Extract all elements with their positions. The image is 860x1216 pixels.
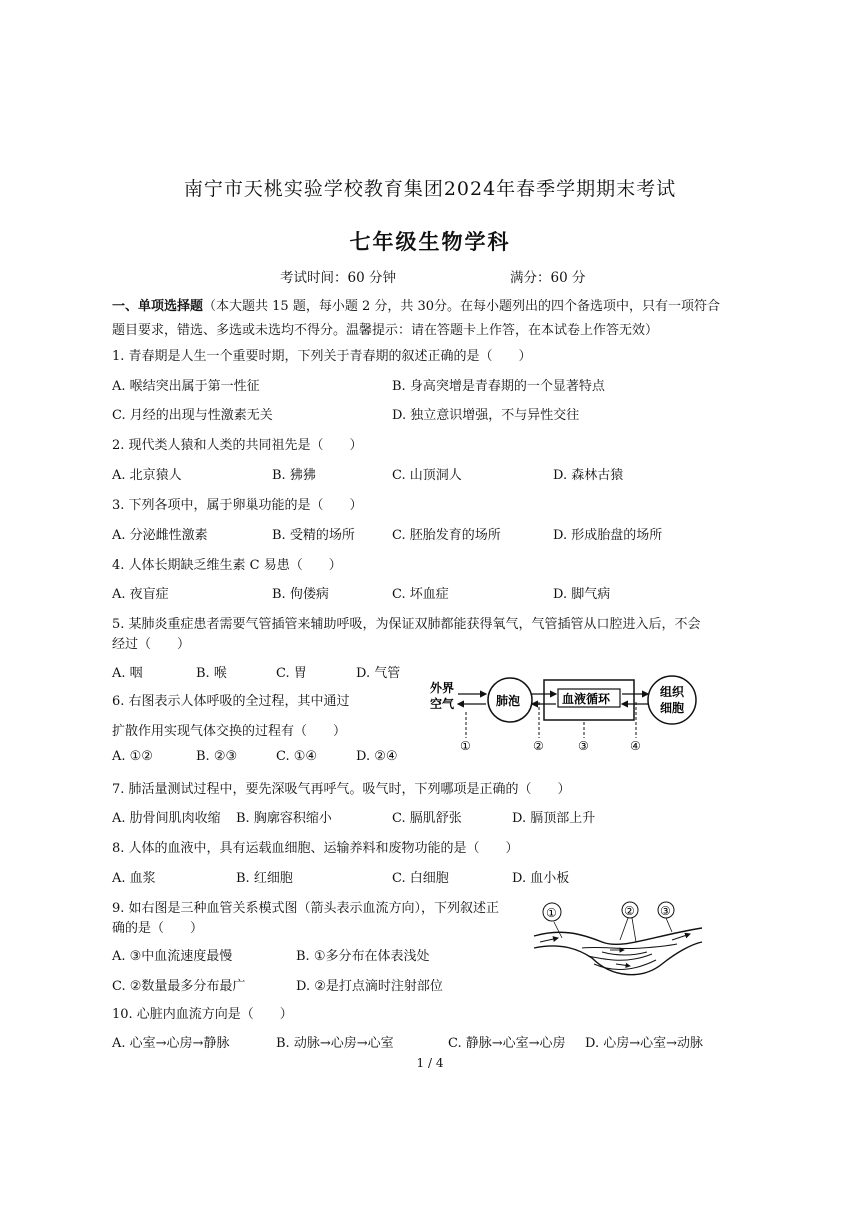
q9-option-a: A. ③中血流速度最慢 [112,949,233,964]
q4-option-c: C. 坏血症 [392,587,449,602]
exam-time: 考试时间：60 分钟 [280,270,396,286]
exam-title: 南宁市天桃实验学校教育集团2024年春季学期期末考试 [183,178,677,200]
process-2-label: ② [533,739,544,753]
q3-option-b: B. 受精的场所 [272,528,355,543]
q5-option-a: A. 咽 [112,666,143,681]
q6-option-c: C. ①④ [276,749,318,764]
tissue-label-2: 细胞 [660,701,685,715]
q3-option-c: C. 胚胎发育的场所 [392,528,501,543]
question-1-stem: 1. 青春期是人生一个重要时期，下列关于青春期的叙述正确的是（ ） [112,349,532,364]
q4-option-a: A. 夜盲症 [112,587,169,602]
q6-option-b: B. ②③ [196,749,238,764]
q8-option-a: A. 血浆 [112,871,156,886]
q7-option-a: A. 肋骨间肌肉收缩 [112,811,221,826]
q9-option-d: D. ②是打点滴时注射部位 [296,979,443,994]
q8-option-d: D. 血小板 [512,871,570,886]
tissue-label-1: 组织 [660,685,685,699]
outside-air-label-2: 空气 [430,697,455,711]
q5-option-b: B. 喉 [196,666,227,681]
question-3-stem: 3. 下列各项中，属于卵巢功能的是（ ） [112,498,363,513]
blood-circulation-label: 血液循环 [562,692,611,706]
section-description: （本大题共 15 题，每小题 2 分，共 30分。在每小题列出的四个备选项中，只有一项符合题目要求，错选、多选或未选均不得分。温馨提示：请在答题卡上作答，在本试卷上作答无效） [112,299,721,338]
process-4-label: ④ [630,739,641,753]
blood-vessel-diagram [532,898,708,996]
vessel-1-label: ① [546,906,557,920]
q7-option-b: B. 胸廓容积缩小 [236,811,332,826]
q2-option-a: A. 北京猿人 [112,468,182,483]
question-9-stem-cont: 确的是（ ） [112,921,204,936]
process-1-label: ① [460,739,471,753]
q6-option-d: D. ②④ [356,749,398,764]
q3-option-a: A. 分泌雌性激素 [112,528,208,543]
outside-air-label-1: 外界 [430,681,455,695]
q8-option-c: C. 白细胞 [392,871,449,886]
q2-option-b: B. 狒狒 [272,468,316,483]
tissue-cells-circle [648,676,696,724]
q3-option-d: D. 形成胎盘的场所 [553,528,663,543]
q8-option-b: B. 红细胞 [236,871,293,886]
q5-option-c: C. 胃 [276,666,307,681]
respiration-diagram [424,672,704,754]
question-4-stem: 4. 人体长期缺乏维生素 C 易患（ ） [112,558,342,573]
question-10-stem: 10. 心脏内血流方向是（ ） [112,1007,293,1022]
vessel-3-label: ③ [660,904,671,918]
q6-option-a: A. ①② [112,749,153,764]
question-9-stem: 9. 如右图是三种血管关系模式图（箭头表示血流方向），下列叙述正 [112,901,500,916]
question-7-stem: 7. 肺活量测试过程中，要先深吸气再呼气。吸气时，下列哪项是正确的（ ） [112,782,571,797]
question-6-stem: 6. 右图表示人体呼吸的全过程，其中通过 [112,694,350,709]
question-5-stem: 5. 某肺炎重症患者需要气管插管来辅助呼吸，为保证双肺都能获得氧气，气管插管从口腔进入后，不会 [112,617,701,632]
q10-option-a: A. 心室→心房→静脉 [112,1036,230,1051]
q10-option-c: C. 静脉→心室→心房 [448,1036,566,1051]
q1-option-c: C. 月经的出现与性激素无关 [112,408,273,423]
q5-option-d: D. 气管 [356,666,401,681]
q4-option-d: D. 脚气病 [553,587,611,602]
q1-option-b: B. 身高突增是青春期的一个显著特点 [392,379,605,394]
q1-option-d: D. 独立意识增强，不与异性交往 [392,408,580,423]
q7-option-d: D. 膈顶部上升 [512,811,596,826]
q1-option-a: A. 喉结突出属于第一性征 [112,379,260,394]
q9-option-c: C. ②数量最多分布最广 [112,979,246,994]
page-number: 1 / 4 [416,1056,444,1070]
question-8-stem: 8. 人体的血液中，具有运载血细胞、运输养料和废物功能的是（ ） [112,841,519,856]
question-6-stem-cont: 扩散作用实现气体交换的过程有（ ） [112,724,347,739]
q2-option-d: D. 森林古猿 [553,468,624,483]
q4-option-b: B. 佝偻病 [272,587,329,602]
process-3-label: ③ [578,739,589,753]
exam-score: 满分：60 分 [510,270,586,286]
q9-option-b: B. ①多分布在体表浅处 [296,949,430,964]
section-header [112,295,722,343]
exam-subtitle: 七年级生物学科 [349,229,511,254]
q7-option-c: C. 膈肌舒张 [392,811,462,826]
q2-option-c: C. 山顶洞人 [392,468,462,483]
alveoli-label: 肺泡 [496,694,521,708]
question-2-stem: 2. 现代类人猿和人类的共同祖先是（ ） [112,438,363,453]
vessel-2-label: ② [624,904,635,918]
question-5-stem-cont: 经过（ ） [112,637,191,652]
q10-option-b: B. 动脉→心房→心室 [276,1036,394,1051]
q10-option-d: D. 心房→心室→动脉 [585,1036,704,1051]
section-label: 一、单项选择题 [112,299,204,314]
